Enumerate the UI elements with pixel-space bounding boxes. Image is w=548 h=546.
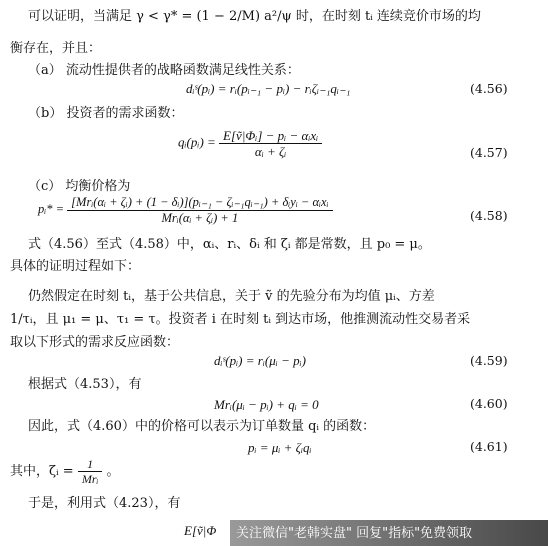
item-b-label: （b） 投资者的需求函数： — [28, 106, 184, 121]
thus-line: 因此，式（4.60）中的价格可以表示为订单数量 qᵢ 的函数： — [28, 419, 376, 434]
equation-number-4-59: (4.59) — [470, 353, 508, 368]
paragraph-line-2: 1/τᵢ，且 μ₁ = μ、τ₁ = τ。投资者 i 在时刻 tᵢ 到达市场，他推测流动性交易者采 — [10, 312, 471, 327]
after-equations-line: 式（4.56）至式（4.58）中，αᵢ、rᵢ、δᵢ 和 ζᵢ 都是常数，且 p₀ = μ。 — [28, 237, 431, 252]
equation-4-57-fraction — [219, 129, 322, 158]
equation-4-58-lhs: pᵢ* = — [38, 201, 65, 216]
equation-number-4-56: (4.56) — [470, 81, 508, 96]
equation-4-60: Mrᵢ(μᵢ − pᵢ) + qᵢ = 0 — [214, 397, 319, 412]
equation-4-57-numerator: E[ṽ|Φᵢ] − pᵢ − αᵢxᵢ — [219, 129, 322, 144]
equation-4-56: dᵢˢ(pᵢ) = rᵢ(pᵢ₋₁ − pᵢ) − rᵢζᵢ₋₁qᵢ₋₁ — [186, 81, 351, 96]
equation-number-4-60: (4.60) — [470, 396, 508, 411]
paragraph-line-1: 仍然假定在时刻 tᵢ，基于公共信息，关于 ṽ 的先验分布为均值 μᵢ、方差 — [28, 289, 435, 304]
paragraph-line-3: 取以下形式的需求反应函数： — [10, 335, 180, 350]
equation-4-57-lhs: qᵢ(pᵢ) = — [178, 134, 216, 150]
where-suffix: 。 — [106, 464, 120, 479]
equation-number-4-58: (4.58) — [470, 208, 508, 223]
equation-number-4-57: (4.57) — [470, 145, 508, 160]
equation-4-58-fraction — [67, 196, 332, 224]
intro-line-1: 可以证明，当满足 γ < γ* = (1 − 2/M) a²/ψ 时，在时刻 tᵢ 连续竞价市场的均 — [28, 9, 481, 24]
zeta-denominator: Mrᵢ — [81, 472, 99, 486]
zeta-fraction — [78, 458, 103, 485]
equation-4-61: pᵢ = μᵢ + ζᵢqᵢ — [248, 440, 312, 455]
watermark-banner — [230, 520, 548, 546]
intro-line-2: 衡存在，并且： — [10, 41, 102, 56]
watermark-text: 关注微信"老韩实盘" 回复"指标"免费领取 — [236, 525, 473, 541]
truncated-equation: E[ṽ|Φ — [184, 523, 217, 538]
equation-4-58-denominator: Mrᵢ(αᵢ + ζᵢ) + 1 — [161, 210, 239, 225]
proof-intro-line: 具体的证明过程如下： — [10, 259, 141, 274]
equation-number-4-61: (4.61) — [470, 439, 508, 454]
item-c-label: （c） 均衡价格为 — [28, 179, 131, 194]
where-prefix: 其中，ζᵢ = — [10, 464, 74, 479]
equation-4-58 — [38, 196, 333, 224]
equation-4-58-numerator: [Mrᵢ(αᵢ + ζᵢ) + (1 − δᵢ)](pᵢ₋₁ − ζᵢ₋₁qᵢ₋₁) + δᵢyᵢ − αᵢxᵢ — [67, 196, 332, 211]
root-line: 根据式（4.53），有 — [28, 377, 142, 392]
zeta-numerator: 1 — [78, 458, 103, 472]
equation-4-59: dᵢˢ(pᵢ) = rᵢ(μᵢ − pᵢ) — [214, 353, 306, 368]
then-line: 于是，利用式（4.23），有 — [28, 496, 181, 511]
item-a-label: （a） 流动性提供者的战略函数满足线性关系： — [28, 63, 300, 78]
equation-4-57 — [178, 129, 322, 158]
where-line — [10, 458, 120, 485]
equation-4-57-denominator: αᵢ + ζᵢ — [254, 144, 287, 159]
